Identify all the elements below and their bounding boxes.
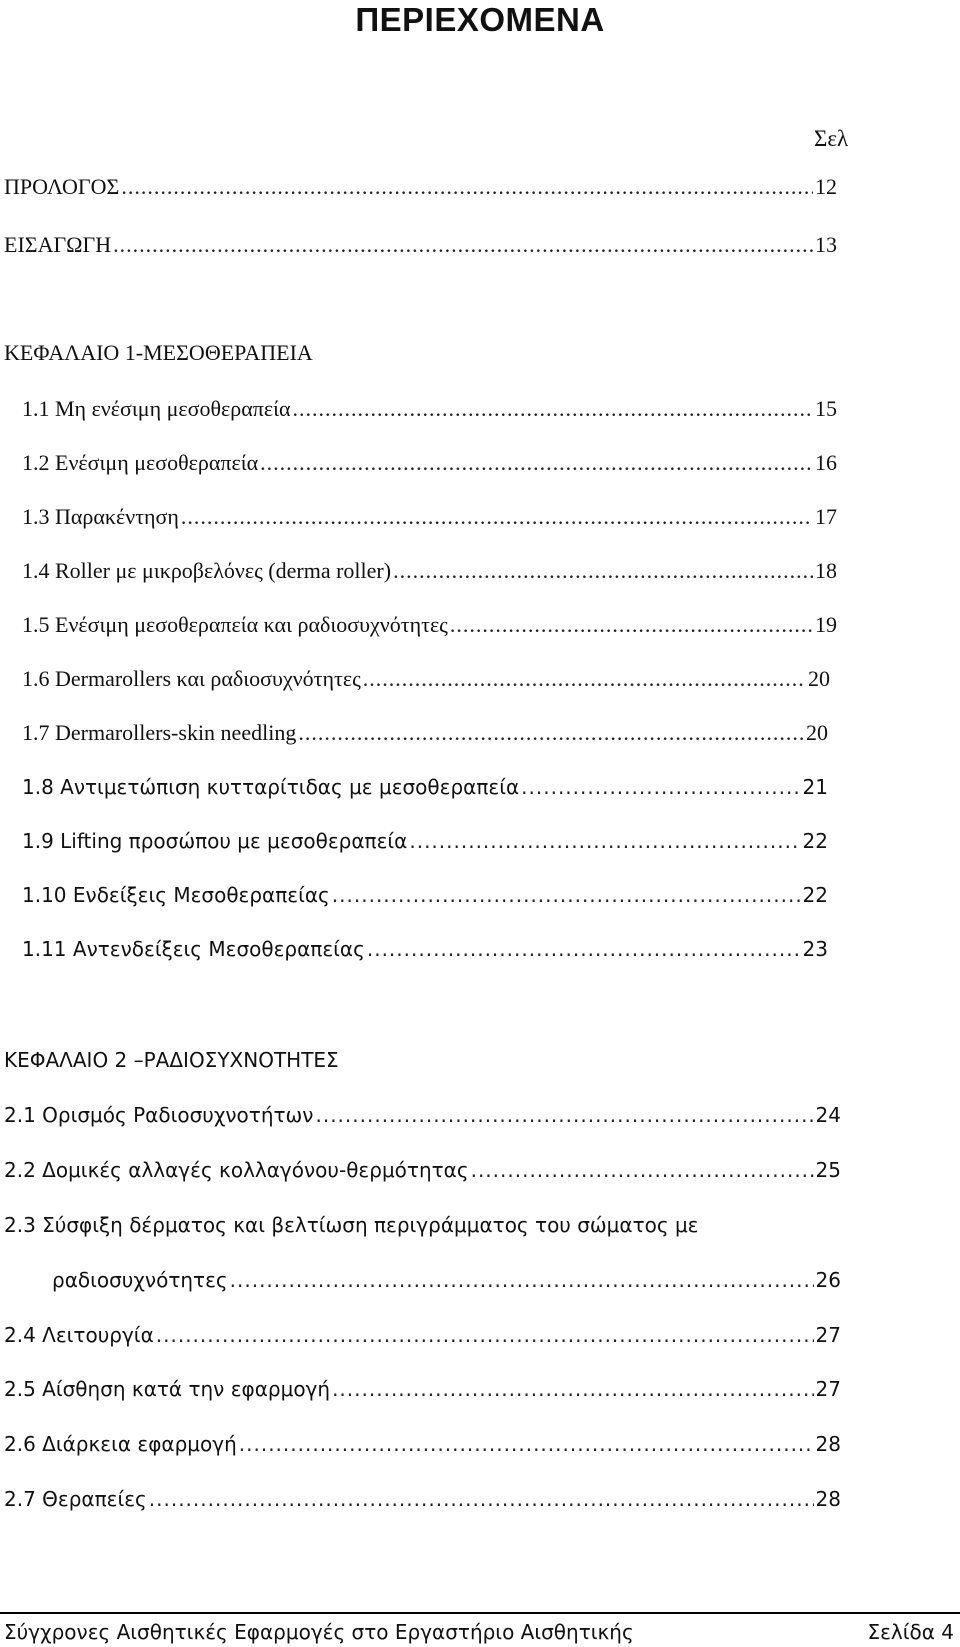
toc-entry[interactable] [4, 1374, 841, 1404]
toc-entry[interactable] [4, 172, 837, 202]
toc-entry[interactable] [4, 1155, 841, 1185]
toc-entry-page: 22 [802, 883, 828, 907]
leader-dots [181, 502, 813, 532]
leader-dots [230, 1265, 814, 1295]
toc-entry[interactable] [22, 394, 837, 424]
toc-entry[interactable] [22, 718, 828, 748]
toc-entry-page: 18 [815, 558, 837, 583]
toc-entry-label: 2.4 Λειτουργία [4, 1323, 154, 1347]
leader-dots [363, 664, 806, 694]
page-footer [0, 1617, 960, 1647]
toc-entry-label: 1.4 Roller με μικροβελόνες (derma roller) [22, 558, 392, 583]
toc-entry-label: 1.9 Lifting προσώπου με μεσοθεραπεία [22, 829, 408, 853]
leader-dots [113, 230, 813, 260]
toc-entry-label: 1.3 Παρακέντηση [22, 504, 179, 529]
footer-title: Σύγχρονες Αισθητικές Εφαρμογές στο Εργαστήριο Αισθητικής [4, 1620, 634, 1644]
toc-entry[interactable] [4, 230, 837, 260]
toc-entry[interactable] [22, 556, 837, 586]
toc-entry-page: 22 [802, 829, 828, 853]
toc-entry-label: 2.1 Ορισμός Ραδιοσυχνοτήτων [4, 1103, 314, 1127]
leader-dots [239, 1429, 814, 1459]
page-column-header: Σελ [814, 126, 849, 151]
toc-entry-page: 28 [815, 1432, 841, 1456]
leader-dots [367, 934, 801, 964]
toc-entry-page: 20 [808, 666, 830, 691]
toc-entry-page: 17 [815, 504, 837, 529]
toc-entry[interactable] [22, 772, 828, 802]
toc-entry-page: 24 [815, 1103, 841, 1127]
chapter-heading: ΚΕΦΑΛΑΙΟ 2 –ΡΑΔΙΟΣΥΧΝΟΤΗΤΕΣ [4, 1048, 339, 1072]
toc-entry-label: 1.6 Dermarollers και ραδιοσυχνότητες [22, 666, 361, 691]
leader-dots [450, 610, 813, 640]
leader-dots [409, 826, 800, 856]
leader-dots [149, 1484, 814, 1514]
toc-entry-label: 1.11 Αντενδείξεις Μεσοθεραπείας [22, 937, 365, 961]
footer-divider [0, 1612, 960, 1614]
leader-dots [315, 1100, 813, 1130]
toc-entry[interactable] [22, 826, 828, 856]
toc-entry-label: ΠΡΟΛΟΓΟΣ [4, 174, 120, 199]
leader-dots [260, 448, 813, 478]
toc-entry-page: 16 [815, 450, 837, 475]
toc-entry-label: 2.7 Θεραπείες [4, 1487, 147, 1511]
toc-entry-label: 1.2 Ενέσιμη μεσοθεραπεία [22, 450, 259, 475]
toc-entry[interactable] [4, 1429, 841, 1459]
leader-dots [298, 718, 804, 748]
leader-dots [471, 1155, 814, 1185]
toc-entry-page: 13 [815, 232, 837, 257]
toc-entry-label: ΕΙΣΑΓΩΓΗ [4, 232, 112, 257]
toc-entry-label: 1.5 Ενέσιμη μεσοθεραπεία και ραδιοσυχνότητες [22, 612, 448, 637]
toc-entry[interactable] [22, 502, 837, 532]
toc-entry[interactable] [22, 448, 837, 478]
leader-dots [121, 172, 813, 202]
toc-entry[interactable] [22, 880, 828, 910]
toc-entry-label: 2.2 Δομικές αλλαγές κολλαγόνου-θερμότητας [4, 1158, 469, 1182]
toc-entry[interactable] [52, 1265, 841, 1295]
leader-dots [332, 880, 801, 910]
toc-entry-page: 19 [815, 612, 837, 637]
toc-entry[interactable] [4, 1484, 841, 1514]
toc-entry-page: 15 [815, 396, 837, 421]
leader-dots [393, 556, 813, 586]
toc-entry-label: ραδιοσυχνότητες [52, 1268, 228, 1292]
toc-entry-label: 1.1 Μη ενέσιμη μεσοθεραπεία [22, 396, 291, 421]
page-title: ΠΕΡΙΕΧΟΜΕΝΑ [355, 1, 605, 38]
toc-entry-page: 28 [815, 1487, 841, 1511]
toc-entry[interactable] [22, 664, 830, 694]
toc-entry-page: 27 [815, 1377, 841, 1401]
toc-entry-page: 12 [815, 174, 837, 199]
toc-entry[interactable] [22, 610, 837, 640]
toc-entry-page: 21 [802, 775, 828, 799]
leader-dots [521, 772, 800, 802]
toc-entry-label: 2.5 Αίσθηση κατά την εφαρμογή [4, 1377, 331, 1401]
leader-dots [332, 1374, 813, 1404]
leader-dots [156, 1320, 814, 1350]
toc-entry-label: 1.10 Ενδείξεις Μεσοθεραπείας [22, 883, 330, 907]
toc-entry-label[interactable]: 2.3 Σύσφιξη δέρματος και βελτίωση περιγράμματος του σώματος με [4, 1213, 699, 1237]
toc-entry-label: 1.8 Αντιμετώπιση κυτταρίτιδας με μεσοθεραπεία [22, 775, 520, 799]
chapter-heading: ΚΕΦΑΛΑΙΟ 1-ΜΕΣΟΘΕΡΑΠΕΙΑ [4, 340, 313, 365]
footer-page-number: Σελίδα 4 [867, 1620, 954, 1644]
toc-entry-page: 27 [815, 1323, 841, 1347]
toc-entry-page: 23 [802, 937, 828, 961]
toc-entry[interactable] [4, 1320, 841, 1350]
toc-entry[interactable] [22, 934, 828, 964]
toc-entry-page: 20 [806, 720, 828, 745]
toc-entry-label: 1.7 Dermarollers-skin needling [22, 720, 297, 745]
toc-entry-label: 2.6 Διάρκεια εφαρμογή [4, 1432, 237, 1456]
toc-entry-page: 25 [815, 1158, 841, 1182]
leader-dots [293, 394, 813, 424]
toc-entry[interactable] [4, 1100, 841, 1130]
toc-entry-page: 26 [815, 1268, 841, 1292]
